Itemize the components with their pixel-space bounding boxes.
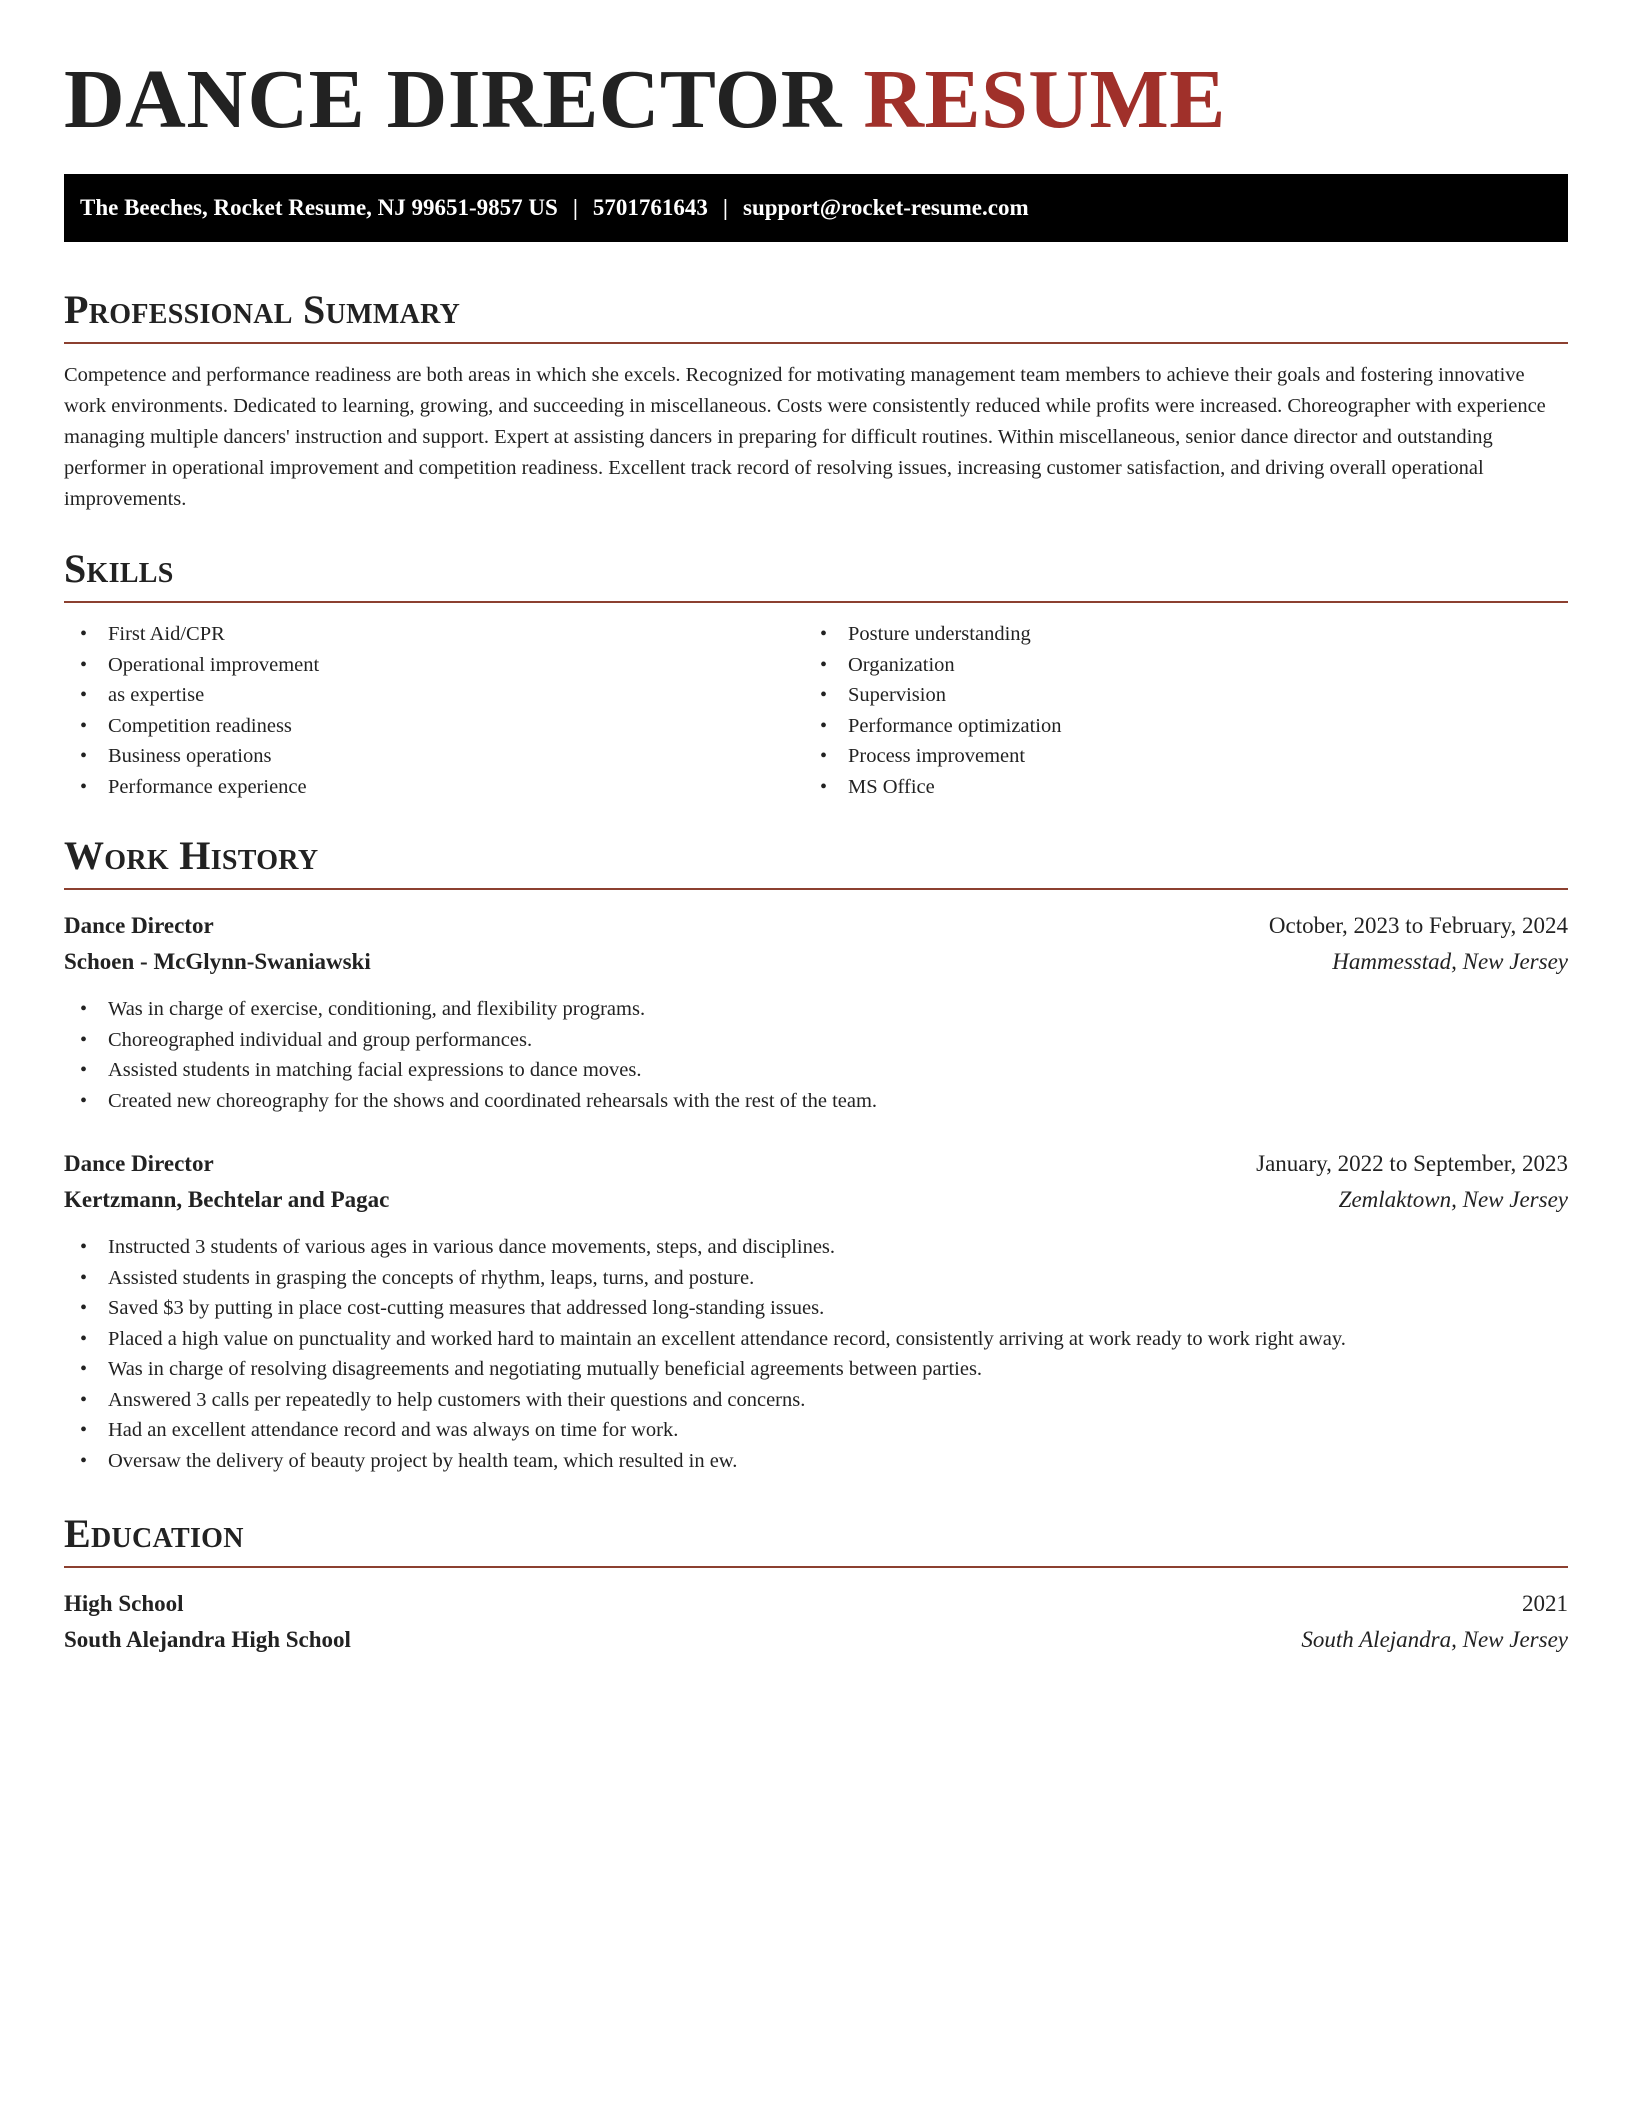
skill-item: • Performance experience bbox=[64, 772, 804, 803]
summary-heading: Professional Summary bbox=[64, 287, 461, 333]
job-location: Hammesstad, New Jersey bbox=[1332, 949, 1568, 975]
section-divider bbox=[64, 601, 1568, 603]
skills-column-right bbox=[804, 619, 1564, 802]
job-bullet: • Answered 3 calls per repeatedly to help customers with their questions and concerns. bbox=[64, 1385, 1568, 1416]
work-history-section bbox=[64, 832, 1568, 1476]
page-title bbox=[64, 53, 1568, 146]
education-section bbox=[64, 1510, 1568, 1658]
education-heading: Education bbox=[64, 1511, 244, 1557]
job-bullet: • Had an excellent attendance record and was always on time for work. bbox=[64, 1415, 1568, 1446]
skill-item: • Posture understanding bbox=[804, 619, 1564, 650]
contact-separator: | bbox=[722, 195, 728, 221]
job-company: Schoen - McGlynn-Swaniawski bbox=[64, 949, 371, 975]
job-header-row bbox=[64, 1146, 1568, 1182]
skill-item: • as expertise bbox=[64, 680, 804, 711]
job-bullet: • Assisted students in grasping the concepts of rhythm, leaps, turns, and posture. bbox=[64, 1263, 1568, 1294]
education-school-row bbox=[64, 1622, 1568, 1658]
skill-item: • First Aid/CPR bbox=[64, 619, 804, 650]
education-header-row bbox=[64, 1586, 1568, 1622]
job-location: Zemlaktown, New Jersey bbox=[1338, 1187, 1568, 1213]
job-entry bbox=[64, 908, 1568, 1116]
skill-item: • Organization bbox=[804, 650, 1564, 681]
skill-item: • Business operations bbox=[64, 741, 804, 772]
job-bullet: • Was in charge of resolving disagreements and negotiating mutually beneficial agreements between parties. bbox=[64, 1354, 1568, 1385]
job-bullet: • Saved $3 by putting in place cost-cutting measures that addressed long-standing issues. bbox=[64, 1293, 1568, 1324]
skill-item: • Supervision bbox=[804, 680, 1564, 711]
section-divider bbox=[64, 1566, 1568, 1568]
skills-section bbox=[64, 545, 1568, 802]
skills-grid bbox=[64, 619, 1568, 802]
job-dates: October, 2023 to February, 2024 bbox=[1268, 913, 1568, 939]
contact-address: The Beeches, Rocket Resume, NJ 99651-9857 US bbox=[80, 195, 558, 221]
education-entry bbox=[64, 1586, 1568, 1658]
section-divider bbox=[64, 342, 1568, 344]
job-bullets bbox=[64, 1232, 1568, 1476]
job-bullet: • Placed a high value on punctuality and worked hard to maintain an excellent attendance record, consistently arriving at work ready to work right away. bbox=[64, 1324, 1568, 1355]
contact-email: support@rocket-resume.com bbox=[743, 195, 1029, 221]
job-header-row bbox=[64, 908, 1568, 944]
job-bullet: • Was in charge of exercise, conditioning, and flexibility programs. bbox=[64, 994, 1568, 1025]
title-accent: RESUME bbox=[863, 53, 1226, 146]
job-bullet: • Created new choreography for the shows and coordinated rehearsals with the rest of the team. bbox=[64, 1086, 1568, 1117]
education-degree: High School bbox=[64, 1591, 184, 1617]
contact-phone: 5701761643 bbox=[592, 195, 708, 221]
job-bullet: • Oversaw the delivery of beauty project by health team, which resulted in ew. bbox=[64, 1446, 1568, 1477]
education-year: 2021 bbox=[1522, 1591, 1568, 1617]
contact-bar bbox=[64, 174, 1568, 242]
summary-text: Competence and performance readiness are both areas in which she excels. Recognized for motivating management team members to achieve their goals and fostering innovative work environments. Dedicated to learning, growing, and succeeding in miscellaneous. Costs were consistently reduced while profits were increased. Choreographer with experience managing multiple dancers' instruction and support. Expert at assisting dancers in preparing for difficult routines. Within miscellaneous, senior dance director and outstanding performer in operational improvement and competition readiness. Excellent track record of resolving issues, increasing customer satisfaction, and driving overall operational improvements. bbox=[64, 364, 1546, 511]
skill-item: • Competition readiness bbox=[64, 711, 804, 742]
job-company-row bbox=[64, 944, 1568, 980]
skill-item: • Performance optimization bbox=[804, 711, 1564, 742]
skill-item: • Operational improvement bbox=[64, 650, 804, 681]
job-entry bbox=[64, 1146, 1568, 1476]
job-bullets bbox=[64, 994, 1568, 1116]
skills-column-left bbox=[64, 619, 804, 802]
job-bullet: • Instructed 3 students of various ages in various dance movements, steps, and disciplines. bbox=[64, 1232, 1568, 1263]
job-title: Dance Director bbox=[64, 1151, 214, 1177]
education-school: South Alejandra High School bbox=[64, 1627, 351, 1653]
job-title: Dance Director bbox=[64, 913, 214, 939]
job-company: Kertzmann, Bechtelar and Pagac bbox=[64, 1187, 390, 1213]
summary-section bbox=[64, 286, 1568, 515]
section-divider bbox=[64, 888, 1568, 890]
job-bullet: • Assisted students in matching facial expressions to dance moves. bbox=[64, 1055, 1568, 1086]
work-history-heading: Work History bbox=[64, 833, 319, 879]
title-main: DANCE DIRECTOR bbox=[64, 53, 842, 146]
job-company-row bbox=[64, 1182, 1568, 1218]
job-bullet: • Choreographed individual and group performances. bbox=[64, 1025, 1568, 1056]
skill-item: • MS Office bbox=[804, 772, 1564, 803]
contact-separator: | bbox=[572, 195, 578, 221]
job-dates: January, 2022 to September, 2023 bbox=[1256, 1151, 1568, 1177]
skill-item: • Process improvement bbox=[804, 741, 1564, 772]
education-location: South Alejandra, New Jersey bbox=[1301, 1627, 1568, 1653]
skills-heading: Skills bbox=[64, 546, 174, 592]
